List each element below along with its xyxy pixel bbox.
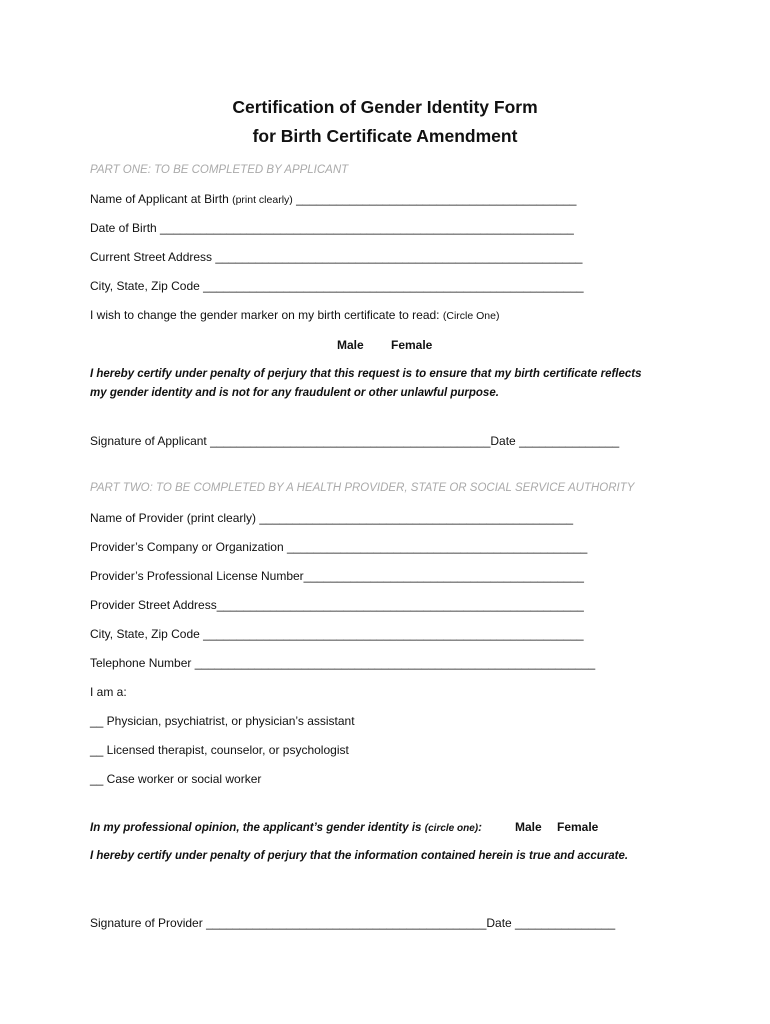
option-therapist[interactable]: __ Licensed therapist, counselor, or psychologist — [90, 743, 349, 757]
form-title-line-2: for Birth Certificate Amendment — [252, 126, 518, 146]
applicant-name-field[interactable] — [90, 191, 576, 208]
print-clearly-hint: (print clearly) — [232, 194, 293, 206]
applicant-name-label: Name of Applicant at Birth — [90, 192, 229, 206]
applicant-female-option[interactable]: Female — [391, 338, 433, 352]
applicant-certify-line-2: my gender identity and is not for any fraudulent or other unlawful purpose. — [90, 387, 499, 399]
applicant-male-option[interactable]: Male — [337, 338, 364, 352]
professional-opinion — [90, 819, 482, 837]
provider-street-field[interactable]: Provider Street Address_______________________________________________________ — [90, 598, 584, 612]
circle-one-hint: (Circle One) — [442, 310, 500, 322]
current-street-address-field[interactable]: Current Street Address _______________________________________________________ — [90, 250, 583, 264]
option-physician[interactable]: __ Physician, psychiatrist, or physician’s assistant — [90, 714, 355, 728]
opinion-circle-one-hint: (circle one) — [424, 823, 479, 834]
provider-city-state-zip-field[interactable]: City, State, Zip Code _________________________________________________________ — [90, 627, 584, 641]
applicant-city-state-zip-field[interactable]: City, State, Zip Code _________________________________________________________ — [90, 279, 584, 293]
form-title-line-1: Certification of Gender Identity Form — [232, 97, 538, 117]
provider-company-field[interactable]: Provider’s Company or Organization _____________________________________________ — [90, 540, 588, 554]
date-of-birth-field[interactable]: Date of Birth ______________________________________________________________ — [90, 221, 574, 235]
gender-marker-request — [90, 307, 499, 324]
option-case-worker[interactable]: __ Case worker or social worker — [90, 772, 262, 786]
i-am-label: I am a: — [90, 685, 127, 699]
provider-female-option[interactable]: Female — [557, 820, 599, 834]
provider-name-field[interactable]: Name of Provider (print clearly) _______________________________________________ — [90, 511, 574, 525]
provider-male-option[interactable]: Male — [515, 820, 542, 834]
applicant-name-line: __________________________________________ — [296, 192, 577, 206]
applicant-certify-line-1: I hereby certify under penalty of perjury that this request is to ensure that my birth certificate reflects — [90, 368, 642, 380]
provider-signature-field[interactable]: Signature of Provider __________________________________________Date _______________ — [90, 916, 616, 930]
provider-telephone-field[interactable]: Telephone Number ____________________________________________________________ — [90, 656, 596, 670]
applicant-signature-field[interactable]: Signature of Applicant __________________________________________Date _______________ — [90, 434, 620, 448]
gender-marker-text: I wish to change the gender marker on my birth certificate to read: — [90, 308, 440, 322]
opinion-colon: : — [478, 822, 482, 834]
part-two-heading: PART TWO: TO BE COMPLETED BY A HEALTH PROVIDER, STATE OR SOCIAL SERVICE AUTHORITY — [90, 482, 635, 494]
provider-license-field[interactable]: Provider’s Professional License Number__________________________________________ — [90, 569, 584, 583]
part-one-heading: PART ONE: TO BE COMPLETED BY APPLICANT — [90, 164, 349, 176]
opinion-text: In my professional opinion, the applicant’s gender identity is — [90, 822, 422, 834]
provider-certify-statement: I hereby certify under penalty of perjury that the information contained herein is true and accurate. — [90, 850, 629, 862]
